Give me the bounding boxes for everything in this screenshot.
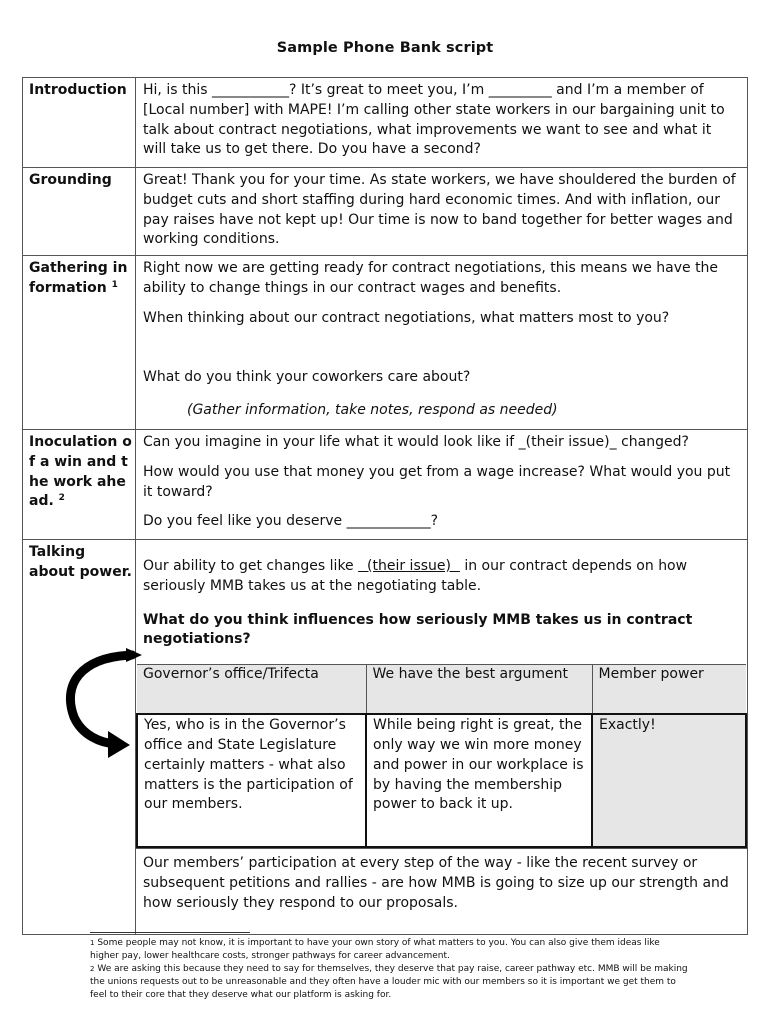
option-response-member-power: Exactly! xyxy=(592,714,746,847)
gathering-question-1: When thinking about our contract negotiations, what matters most to you? xyxy=(143,309,670,326)
curved-arrow-icon xyxy=(60,643,170,763)
section-content-power xyxy=(136,540,748,935)
gathering-label-text: Gathering information xyxy=(29,260,128,296)
section-content-grounding xyxy=(136,168,748,256)
option-header-argument: We have the best argument xyxy=(366,665,592,715)
footnote-1-text: Some people may not know, it is important to have your own story of what matters to you. You can also give them ideas like higher pay, lower healthcare costs, stronger pathways for career advancement. xyxy=(90,938,660,961)
footnote-1 xyxy=(90,937,690,963)
inoculation-question-3: Do you feel like you deserve ____________? xyxy=(143,513,439,530)
option-header-governor: Governor’s office/Trifecta xyxy=(137,665,366,715)
responses-header-row xyxy=(137,665,746,715)
power-closing: Our members’ participation at every step of the way - like the recent survey or subsequent petitions and rallies - are how MMB is going to size up our strength and how seriously they respond to our proposals. xyxy=(136,848,747,933)
section-content-inoculation xyxy=(136,430,748,540)
footnote-2-num: 2 xyxy=(90,965,95,973)
power-paragraph xyxy=(143,557,737,597)
inoculation-question-1: Can you imagine in your life what it would look like if _(their issue)_ changed? xyxy=(143,434,689,450)
gathering-note: (Gather information, take notes, respond as needed) xyxy=(187,402,558,419)
row-gathering xyxy=(23,256,748,430)
grounding-text: Great! Thank you for your time. As state workers, we have shouldered the burden of budget cuts and short staffing during hard economic times. And with inflation, our pay raises have not kept up! Our time is now to band together for better wages and working conditions. xyxy=(143,172,736,248)
row-inoculation xyxy=(23,430,748,540)
responses-body-row xyxy=(137,714,746,847)
footnote-ref-1: 1 xyxy=(111,279,118,290)
power-paragraph-pre: Our ability to get changes like xyxy=(143,558,359,574)
footnote-2-text: We are asking this because they need to say for themselves, they deserve that pay raise, career pathway etc. MMB will be making the unions requests out to be unreasonable and they often have a louder mic with our members so it is important we get them to feel to their core that they deserve what our platform is asking for. xyxy=(90,964,688,1000)
introduction-text: Hi, is this ___________? It’s great to meet you, I’m _________ and I’m a member of [Local number] with MAPE! I’m calling other state workers in our bargaining unit to talk about contract negotiations, what improvements we want to see and what it will take us to get there. Do you have a second? xyxy=(143,82,725,158)
power-intro xyxy=(136,540,747,650)
their-issue-blank: (their issue) xyxy=(358,558,460,574)
section-label-grounding: Grounding xyxy=(23,168,136,256)
option-response-argument: While being right is great, the only way we win more money and power in our workplace is by having the membership power to back it up. xyxy=(366,714,592,847)
section-content-introduction xyxy=(136,78,748,168)
row-introduction xyxy=(23,78,748,168)
section-label-power: Talking about power. xyxy=(23,540,136,935)
footnote-ref-2: 2 xyxy=(58,493,65,504)
gathering-question-2: What do you think your coworkers care about? xyxy=(143,369,471,386)
footnotes xyxy=(90,932,690,1002)
section-label-introduction: Introduction xyxy=(23,78,136,168)
section-label-gathering xyxy=(23,256,136,430)
inoculation-label-text: Inoculation of a win and the work ahead. xyxy=(29,434,132,510)
option-response-governor: Yes, who is in the Governor’s office and State Legislature certainly matters - what also matters is the participation of our members. xyxy=(137,714,366,847)
footnote-rule xyxy=(90,932,250,933)
footnote-2 xyxy=(90,963,690,1002)
responses-table xyxy=(136,664,747,848)
option-header-member-power: Member power xyxy=(592,665,746,715)
gathering-paragraph-1: Right now we are getting ready for contract negotiations, this means we have the ability to change things in our contract wages and benefits. xyxy=(143,260,719,296)
power-question: What do you think influences how seriously MMB takes us in contract negotiations? xyxy=(143,611,693,648)
section-content-gathering xyxy=(136,256,748,430)
inoculation-question-2: How would you use that money you get from a wage increase? What would you put it toward? xyxy=(143,463,731,500)
page-title: Sample Phone Bank script xyxy=(276,40,494,56)
footnote-1-num: 1 xyxy=(90,939,95,947)
power-paragraph-post: in our contract depends on how seriously MMB takes us at the negotiating table. xyxy=(143,558,688,594)
section-label-inoculation xyxy=(23,430,136,540)
script-table xyxy=(22,77,748,935)
row-grounding xyxy=(23,168,748,256)
